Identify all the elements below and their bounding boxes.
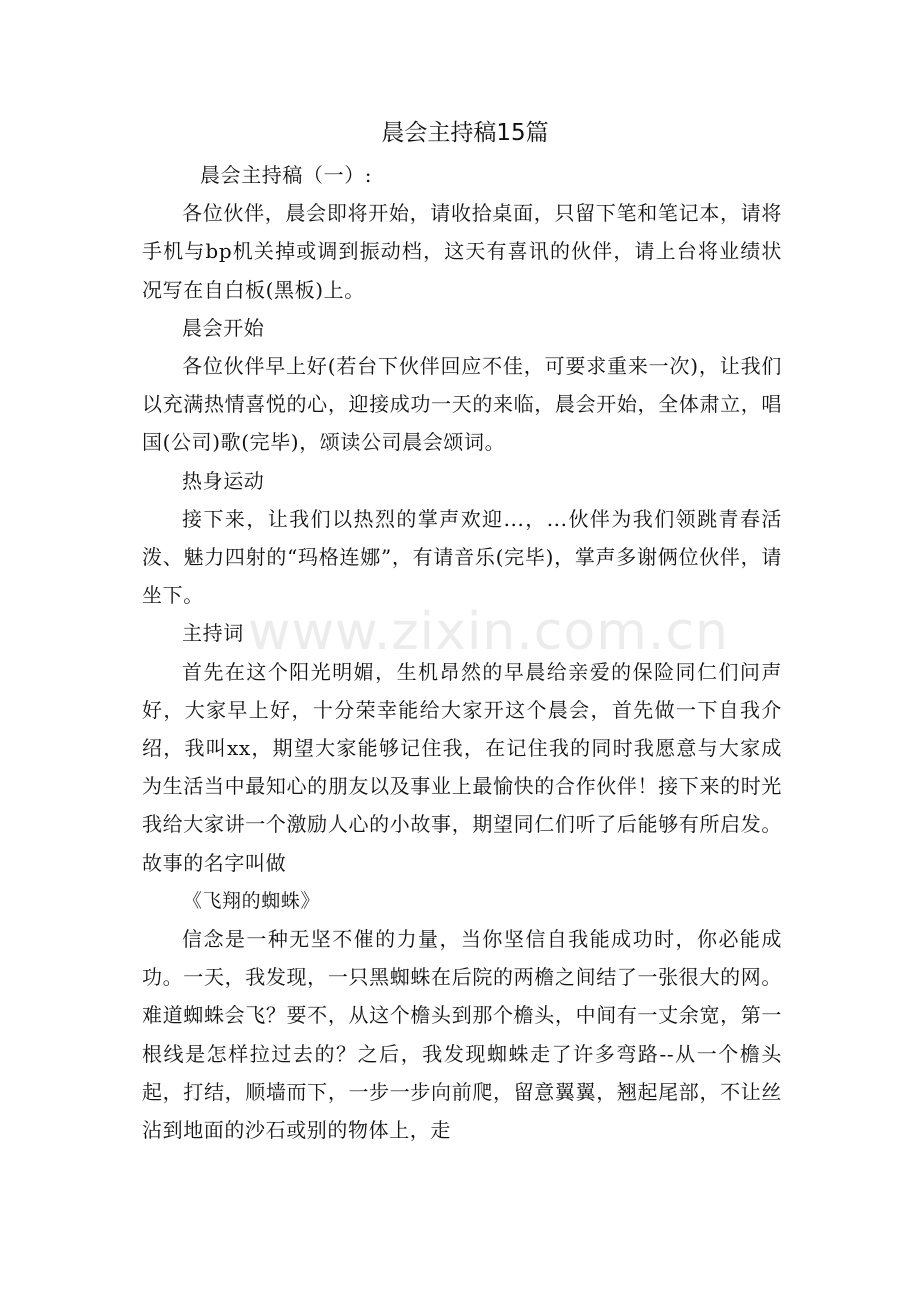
heading-host-speech: 主持词 xyxy=(182,621,244,646)
paragraph-host-speech: 首先在这个阳光明媚，生机昂然的早晨给亲爱的保险同仁们问声好，大家早上好，十分荣幸能给大家开这个晨会，首先做一下自我介绍，我叫xx，期望大家能够记住我，在记住我的同时我愿意与大家成为生活当中最知心的朋友以及事业上最愉快的合作伙伴！接下来的时光我给大家讲一个激励人心的小故事，期望同仁们听了后能够有所启发。故事的名字叫做 xyxy=(142,659,782,875)
heading-meeting-start: 晨会开始 xyxy=(182,315,265,340)
section-subtitle: 晨会主持稿（一）: xyxy=(200,163,373,187)
paragraph-opening: 各位伙伴，晨会即将开始，请收拾桌面，只留下笔和笔记本，请将手机与bp机关掉或调到振动档，这天有喜讯的伙伴，请上台将业绩状况写在自白板(黑板)上。 xyxy=(142,201,782,302)
watermark: www.zixin.com.cn xyxy=(248,602,729,662)
document-title: 晨会主持稿15篇 xyxy=(381,120,549,146)
paragraph-greeting: 各位伙伴早上好(若台下伙伴回应不佳，可要求重来一次)，让我们以充满热情喜悦的心，迎接成功一天的来临，晨会开始，全体肃立，唱国(公司)歌(完毕)，颂读公司晨会颂词。 xyxy=(142,354,782,455)
paragraph-warmup: 接下来，让我们以热烈的掌声欢迎...，...伙伴为我们领跳青春活泼、魅力四射的“玛格连娜”，有请音乐(完毕)，掌声多谢俩位伙伴，请坐下。 xyxy=(142,506,782,608)
paragraph-story: 信念是一种无坚不催的力量，当你坚信自我能成功时，你必能成功。一天，我发现，一只黑蜘蛛在后院的两檐之间结了一张很大的网。难道蜘蛛会飞？要不，从这个檐头到那个檐头，中间有一丈余宽，第一根线是怎样拉过去的？之后，我发现蜘蛛走了许多弯路--从一个檐头起，打结，顺墙而下，一步一步向前爬，留意翼翼，翘起尾部，不让丝沾到地面的沙石或别的物体上，走 xyxy=(142,927,782,1143)
heading-story-title: 《飞翔的蜘蛛》 xyxy=(182,889,321,912)
heading-warmup: 热身运动 xyxy=(182,468,265,493)
document-body xyxy=(142,116,782,1149)
